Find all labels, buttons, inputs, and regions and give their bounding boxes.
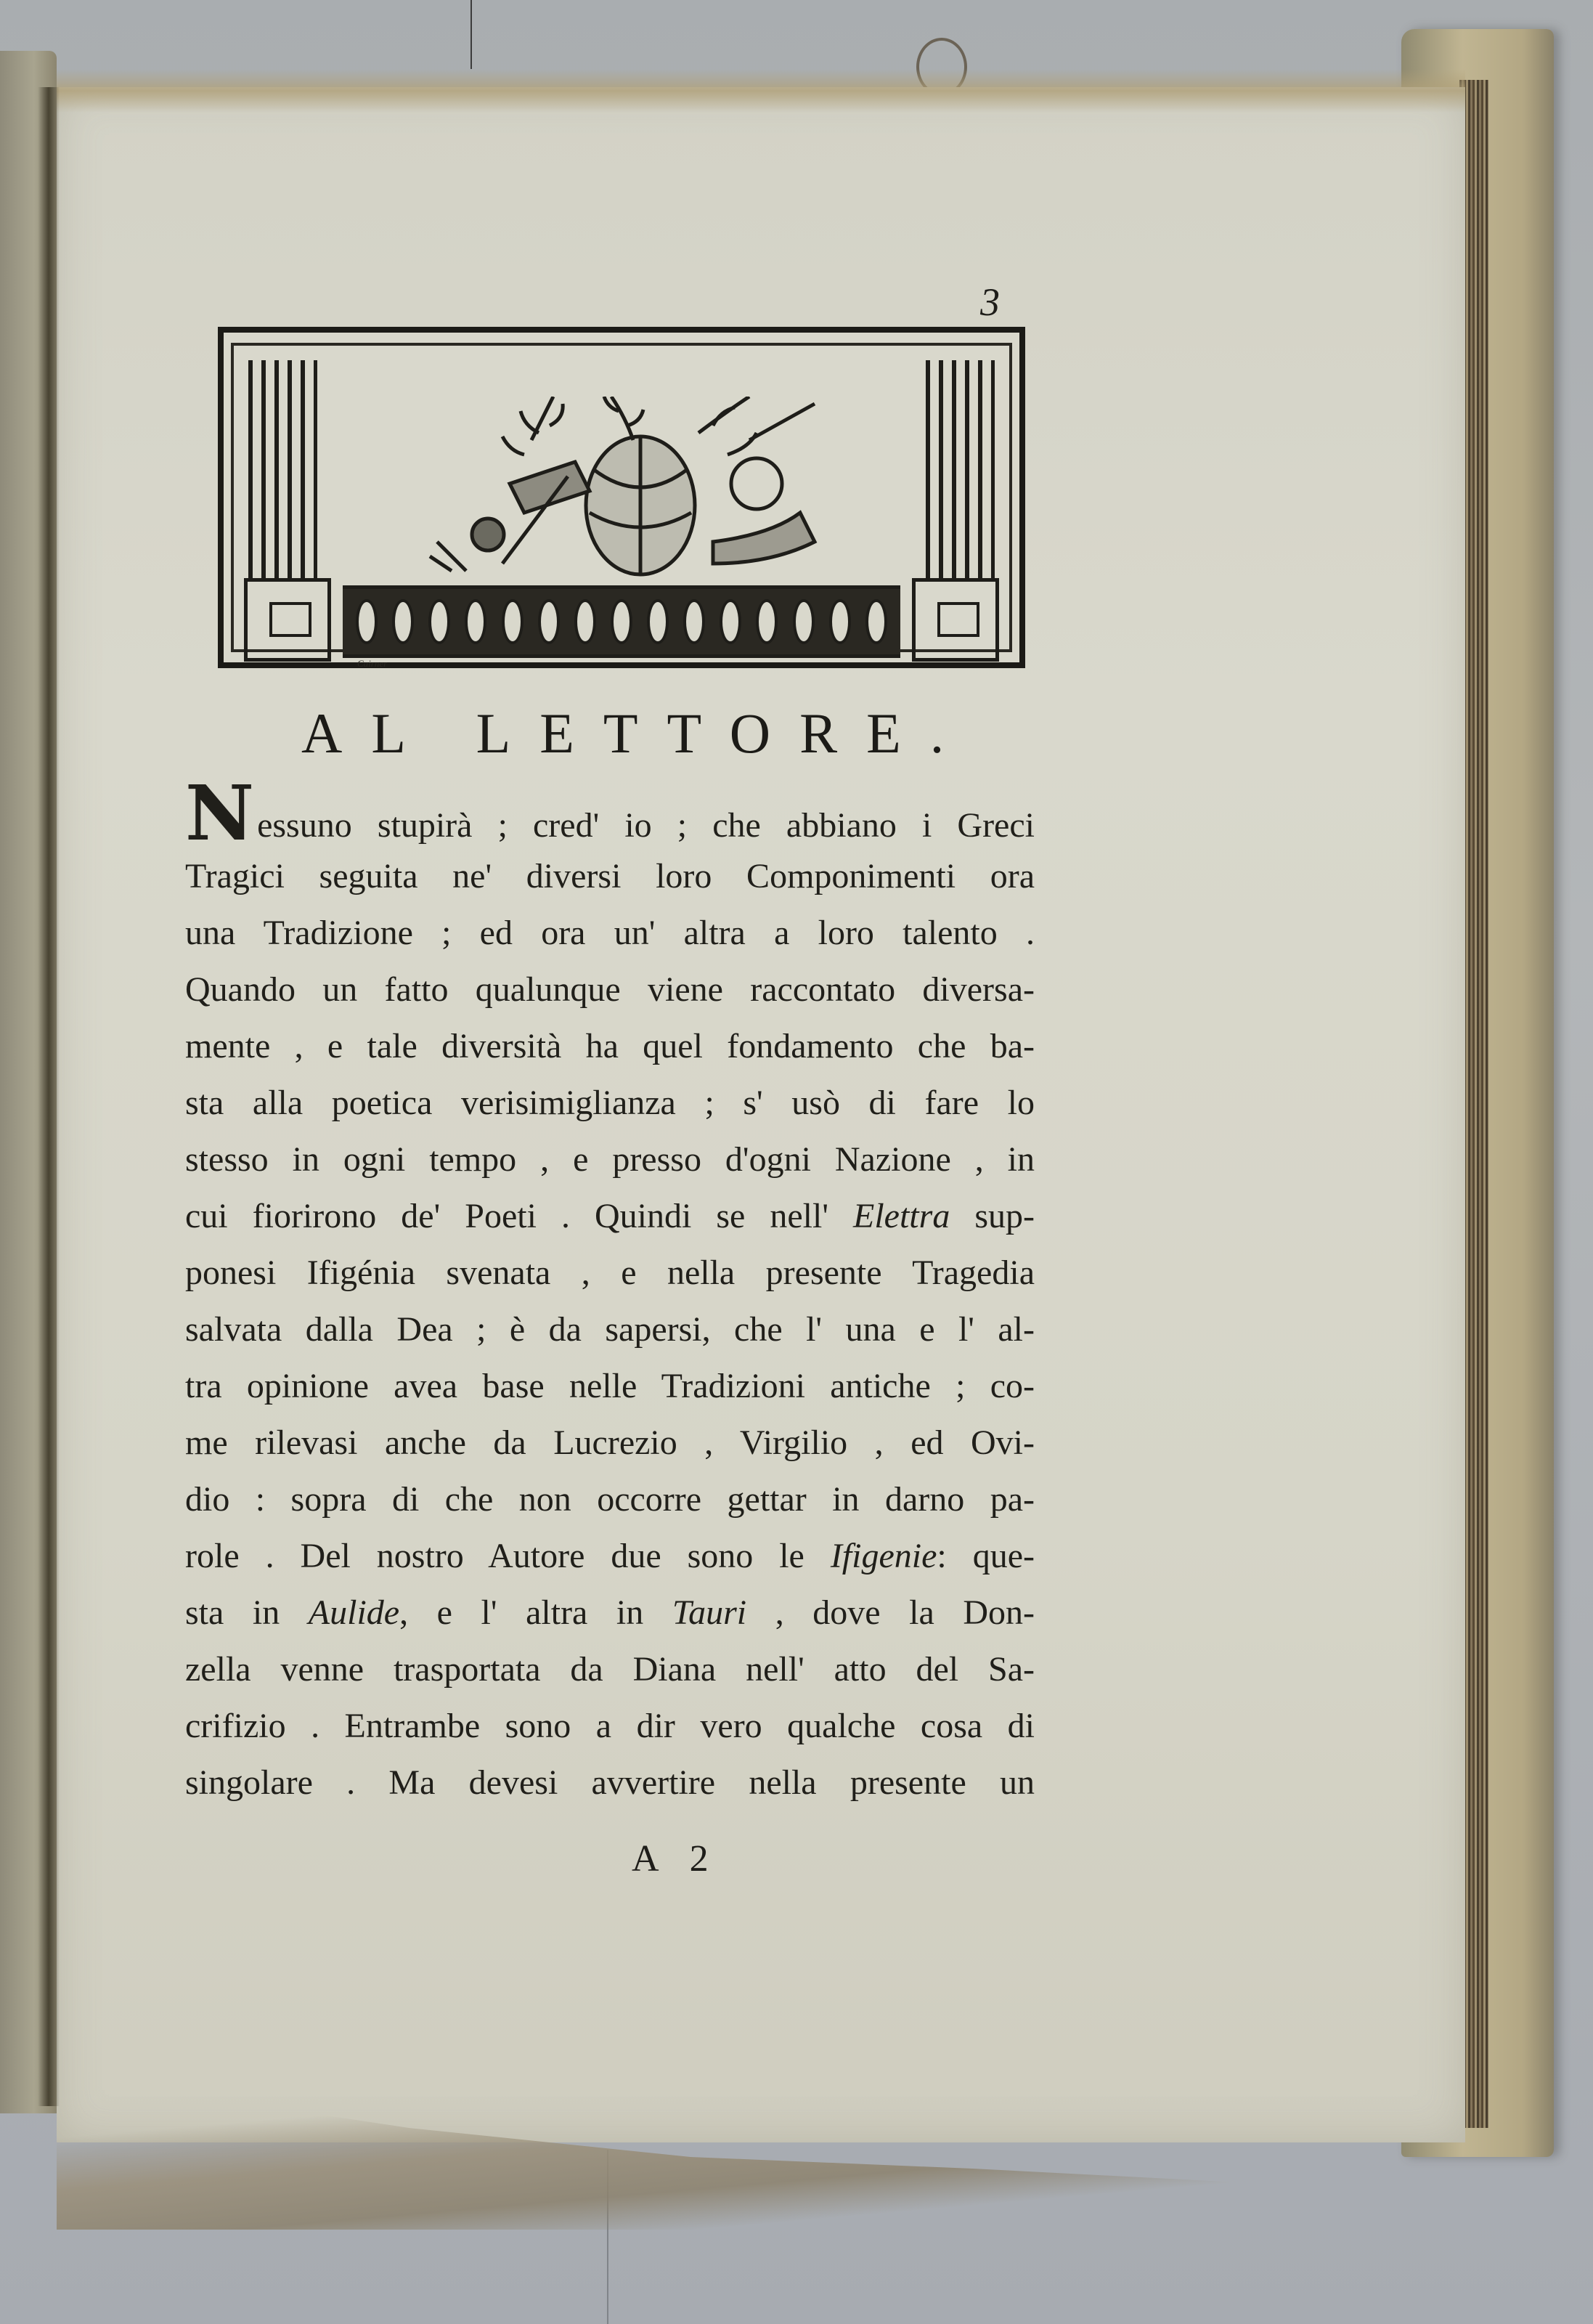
section-heading: AL LETTORE. [301, 702, 974, 765]
text-line: me rilevasi anche da Lucrezio , Virgilio , ed Ovi- [185, 1423, 1035, 1462]
page-number: 3 [980, 280, 1000, 324]
frieze-oval [756, 599, 778, 644]
page-top-wear [57, 69, 1465, 113]
frieze-oval [392, 599, 414, 644]
text-line: Quando un fatto qualunque viene raccontato diversa- [185, 970, 1035, 1009]
text-line: stesso in ogni tempo , e presso d'ogni Nazione , in [185, 1140, 1035, 1179]
gutter-shadow [38, 87, 60, 2106]
frieze-oval [647, 599, 669, 644]
fluted-column-left [248, 360, 317, 578]
text-line: mente , e tale diversità ha quel fondamento che ba- [185, 1027, 1035, 1065]
text-line [185, 1528, 1035, 1585]
line-text: , dove la Don- [746, 1593, 1035, 1632]
text-line [185, 768, 1035, 858]
frieze-oval [428, 599, 450, 644]
frieze-oval [865, 599, 887, 644]
hanging-wire [470, 0, 472, 69]
italic-title: Ifigenie [830, 1537, 937, 1575]
italic-place: Tauri [672, 1593, 747, 1632]
line-text: role . Del nostro Autore due sono le [185, 1537, 831, 1575]
frieze-oval [683, 599, 705, 644]
plinth-panel [937, 602, 979, 637]
text-line: salvata dalla Dea ; è da sapersi, che l' una e l' al- [185, 1310, 1035, 1349]
woodcut-headpiece [218, 327, 1025, 668]
text-line: tra opinione avea base nelle Tradizioni antiche ; co- [185, 1367, 1035, 1405]
line-text: sta in [185, 1593, 309, 1632]
italic-title: Elettra [853, 1197, 950, 1235]
frieze-oval [793, 599, 815, 644]
frieze-oval [538, 599, 560, 644]
italic-place: Aulide [308, 1593, 400, 1632]
plinth-left [244, 578, 331, 662]
frieze-oval [720, 599, 741, 644]
frieze-oval [574, 599, 596, 644]
text-line: crifizio . Entrambe sono a dir vero qualche cosa di [185, 1707, 1035, 1745]
engraver-signature: Cairner [357, 658, 388, 669]
frieze-oval [502, 599, 523, 644]
frieze-oval [829, 599, 851, 644]
fluted-column-right [926, 360, 995, 578]
line-text: sup- [950, 1197, 1035, 1235]
text-line: Tragici seguita ne' diversi loro Componimenti ora [185, 857, 1035, 895]
frieze-oval [611, 599, 632, 644]
body-paragraph [185, 768, 1035, 1811]
line-text: cui fiorirono de' Poeti . Quindi se nell' [185, 1197, 853, 1235]
plinth-right [912, 578, 999, 662]
text-line: dio : sopra di che non occorre gettar in darno pa- [185, 1480, 1035, 1519]
line-text: : que- [937, 1537, 1035, 1575]
oval-frieze [343, 585, 900, 658]
plinth-panel [269, 602, 311, 637]
drop-cap: N [185, 768, 255, 858]
text-line: ponesi Ifigénia svenata , e nella presente Tragedia [185, 1254, 1035, 1292]
text-line [185, 1585, 1035, 1641]
line-text: essuno stupirà ; cred' io ; che abbiano i Greci [257, 806, 1035, 845]
headpiece-inner-frame [231, 343, 1012, 669]
line-text: , e l' altra in [399, 1593, 672, 1632]
text-line: una Tradizione ; ed ora un' altra a loro talento . [185, 914, 1035, 952]
frieze-oval [465, 599, 486, 644]
text-line: zella venne trasportata da Diana nell' atto del Sa- [185, 1650, 1035, 1689]
text-line [185, 1188, 1035, 1245]
text-line: singolare . Ma devesi avvertire nella presente un [185, 1763, 1035, 1802]
frieze-oval [356, 599, 378, 644]
signature-mark: A 2 [632, 1838, 720, 1880]
text-line: sta alla poetica verisimiglianza ; s' usò di fare lo [185, 1084, 1035, 1122]
trophy-illustration [423, 397, 829, 578]
